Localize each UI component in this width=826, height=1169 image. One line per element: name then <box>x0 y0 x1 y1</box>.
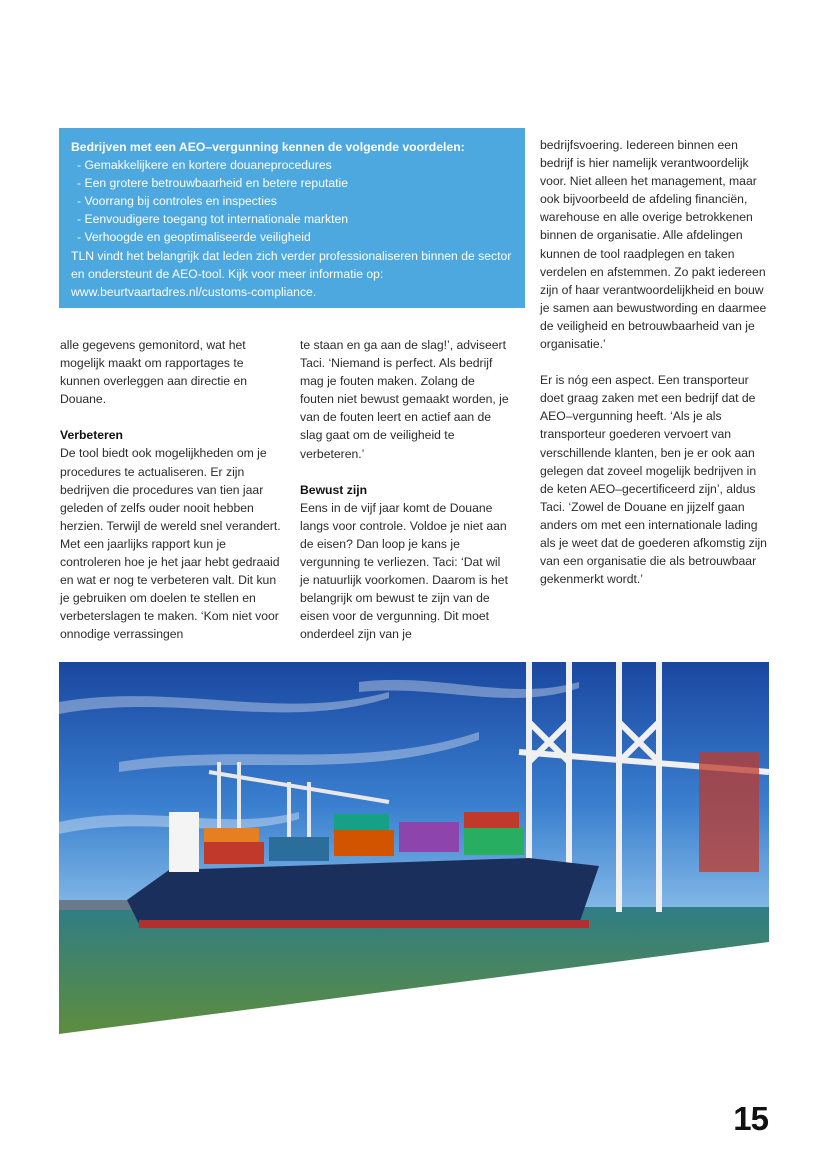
benefit-item: - Gemakkelijkere en kortere douaneprocedures <box>71 156 513 174</box>
paragraph: bedrijfsvoering. Iedereen binnen een bedrijf is hier namelijk verantwoordelijk voor. Niet alleen het management, maar ook bijvoorbeeld de afdeling financiën, warehouse en alle overige betrokkenen binnen de organisatie. Alle afdelingen kunnen de tool raadplegen en taken verdelen en afstemmen. Zo pakt iedereen zijn of haar verantwoordelijkheid en bouw je samen aan bewustwording en daarmee de veiligheid en betrouwbaarheid van je organisatie.’ <box>540 138 767 352</box>
benefit-item: - Voorrang bij controles en inspecties <box>71 192 513 210</box>
benefit-item: - Een grotere betrouwbaarheid en betere reputatie <box>71 174 513 192</box>
container-ship-photo <box>59 662 769 1034</box>
section-heading-verbeteren: Verbeteren <box>60 428 124 443</box>
paragraph: De tool biedt ook mogelijkheden om je procedures te actualiseren. Er zijn bedrijven die procedures van tien jaar geleden of zelfs ouder nooit hebben herzien. Terwijl de wereld snel verandert. Met een jaarlijks rapport kun je controleren hoe je het jaar hebt gedraaid en wat er nog te verbeteren valt. Dit kun je gebruiken om doelen te stellen en verbeterslagen te maken. ‘Kom niet voor onnodige verrassingen <box>60 446 281 642</box>
benefits-list <box>71 156 513 246</box>
info-box-title: Bedrijven met een AEO–vergunning kennen de volgende voordelen: <box>71 140 465 154</box>
article-column-2 <box>300 336 510 644</box>
article-column-1 <box>60 336 285 644</box>
paragraph: te staan en ga aan de slag!’, adviseert Taci. ‘Niemand is perfect. Als bedrijf mag je fouten maken. Zolang de fouten niet bewust gemaakt worden, je van de fouten leert en actief aan de slag gaat om de veiligheid te verbeteren.’ <box>300 338 509 461</box>
page-number: 15 <box>733 1100 768 1137</box>
paragraph: Eens in de vijf jaar komt de Douane langs voor controle. Voldoe je niet aan de eisen? Dan loop je kans je vergunning te verliezen. Taci: ‘Dat wil je natuurlijk voorkomen. Daarom is het belangrijk om bewust te zijn van de eisen voor de vergunning. Dit moet onderdeel zijn van je <box>300 500 508 642</box>
info-box <box>59 128 525 308</box>
benefit-item: - Eenvoudigere toegang tot internationale markten <box>71 210 513 228</box>
article-column-3 <box>540 136 770 588</box>
section-heading-bewust-zijn: Bewust zijn <box>300 482 368 497</box>
info-box-footer: TLN vindt het belangrijk dat leden zich verder professionaliseren binnen de sector en ondersteunt de AEO-tool. Kijk voor meer informatie op: www.beurtvaartadres.nl/customs-compliance. <box>71 248 512 299</box>
benefit-item: - Verhoogde en geoptimaliseerde veiligheid <box>71 228 513 246</box>
paragraph: Er is nóg een aspect. Een transporteur doet graag zaken met een bedrijf dat de AEO–vergunning heeft. ‘Als je als transporteur goederen vervoert van verschillende klanten, ben je er ook aan gelegen dat zoveel mogelijk bedrijven in de keten AEO–gecertificeerd zijn’, aldus Taci. ‘Zowel de Douane en jijzelf gaan anders om met een internationale lading als je weet dat de goederen afkomstig zijn van een organisatie die als betrouwbaar gekenmerkt wordt.’ <box>540 373 767 587</box>
paragraph: alle gegevens gemonitord, wat het mogelijk maakt om rapportages te kunnen overleggen aan directie en Douane. <box>60 338 248 407</box>
